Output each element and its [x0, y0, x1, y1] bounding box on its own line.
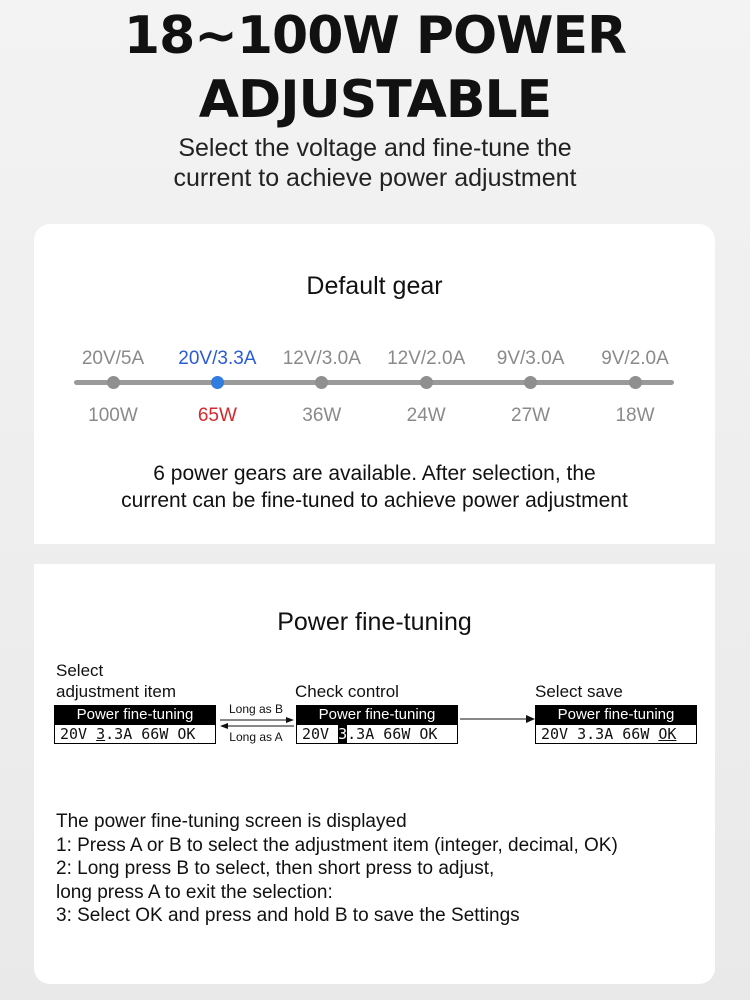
gear-dot [629, 376, 642, 389]
step2-label: Check control [295, 682, 399, 701]
step1-label-line-2: adjustment item [56, 682, 176, 701]
ok-option: OK [658, 725, 677, 743]
screen-text: 20V 3.3A 66W [541, 725, 659, 743]
gear-setting-label: 20V/5A [81, 348, 145, 369]
gear-setting-label: 12V/3.0A [282, 348, 361, 369]
arrow-right-icon [460, 714, 536, 724]
gear-power-label: 27W [511, 405, 551, 426]
gear-power-label: 24W [406, 405, 446, 426]
screen-text: 20V [60, 725, 97, 743]
long-press-a-label: Long as A [229, 730, 283, 744]
gear-dot [315, 376, 328, 389]
gear-power-label: 100W [88, 405, 138, 426]
step1-label [56, 660, 176, 702]
default-gear-title: Default gear [306, 272, 443, 300]
gear-setting-label: 9V/2.0A [601, 348, 669, 369]
long-press-b-label: Long as B [228, 702, 284, 716]
subtitle [0, 133, 750, 193]
screen-text: .3A 66W OK [105, 725, 196, 743]
screen-header: Power fine-tuning [535, 705, 697, 725]
title-line-2: ADJUSTABLE [198, 70, 552, 130]
instruction-line: long press A to exit the selection: [56, 881, 333, 903]
gear-setting-label: 20V/3.3A [178, 348, 257, 369]
desc-line-1: 6 power gears are available. After selection, the [153, 462, 596, 485]
gear-setting-label: 9V/3.0A [496, 348, 565, 369]
gear-power-label: 18W [615, 405, 655, 426]
fine-tuning-title: Power fine-tuning [277, 608, 472, 636]
double-arrow-icon [218, 716, 296, 730]
screen-select-save [535, 705, 697, 745]
instruction-line: 1: Press A or B to select the adjustment item (integer, decimal, OK) [56, 834, 618, 856]
gear-dot [524, 376, 537, 389]
screen-values [54, 725, 216, 744]
screen-check-control [296, 705, 458, 745]
screen-header: Power fine-tuning [296, 705, 458, 725]
instruction-line: The power fine-tuning screen is displayed [56, 811, 407, 832]
default-gear-description [34, 460, 715, 514]
gear-setting-label: 12V/2.0A [387, 348, 466, 369]
subtitle-line-2: current to achieve power adjustment [173, 164, 577, 192]
screen-text: .3A 66W OK [347, 725, 438, 743]
screen-values [296, 725, 458, 744]
instruction-line: 2: Long press B to select, then short press to adjust, [56, 858, 495, 879]
screen-text: 20V [302, 725, 339, 743]
instruction-line: 3: Select OK and press and hold B to save the Settings [56, 905, 520, 926]
gear-power-label: 65W [197, 405, 237, 426]
gear-power-label: 36W [302, 405, 342, 426]
gear-dot [420, 376, 433, 389]
highlighted-digit: 3 [338, 725, 348, 743]
fine-tuning-card [34, 564, 715, 984]
subtitle-line-1: Select the voltage and fine-tune the [178, 134, 572, 162]
instruction-list [56, 810, 618, 928]
desc-line-2: current can be fine-tuned to achieve power adjustment [121, 489, 628, 512]
step1-label-line-1: Select [56, 661, 104, 680]
page-title [0, 4, 750, 132]
gear-dot [107, 376, 120, 389]
screen-header: Power fine-tuning [54, 705, 216, 725]
gear-dot-selected [211, 376, 224, 389]
cursor-digit: 3 [96, 725, 106, 743]
default-gear-card [34, 224, 715, 544]
screen-select-item [54, 705, 216, 745]
gear-track [74, 380, 674, 385]
screen-values [535, 725, 697, 744]
step3-label: Select save [535, 682, 623, 701]
title-line-1: 18~100W POWER [123, 6, 627, 66]
